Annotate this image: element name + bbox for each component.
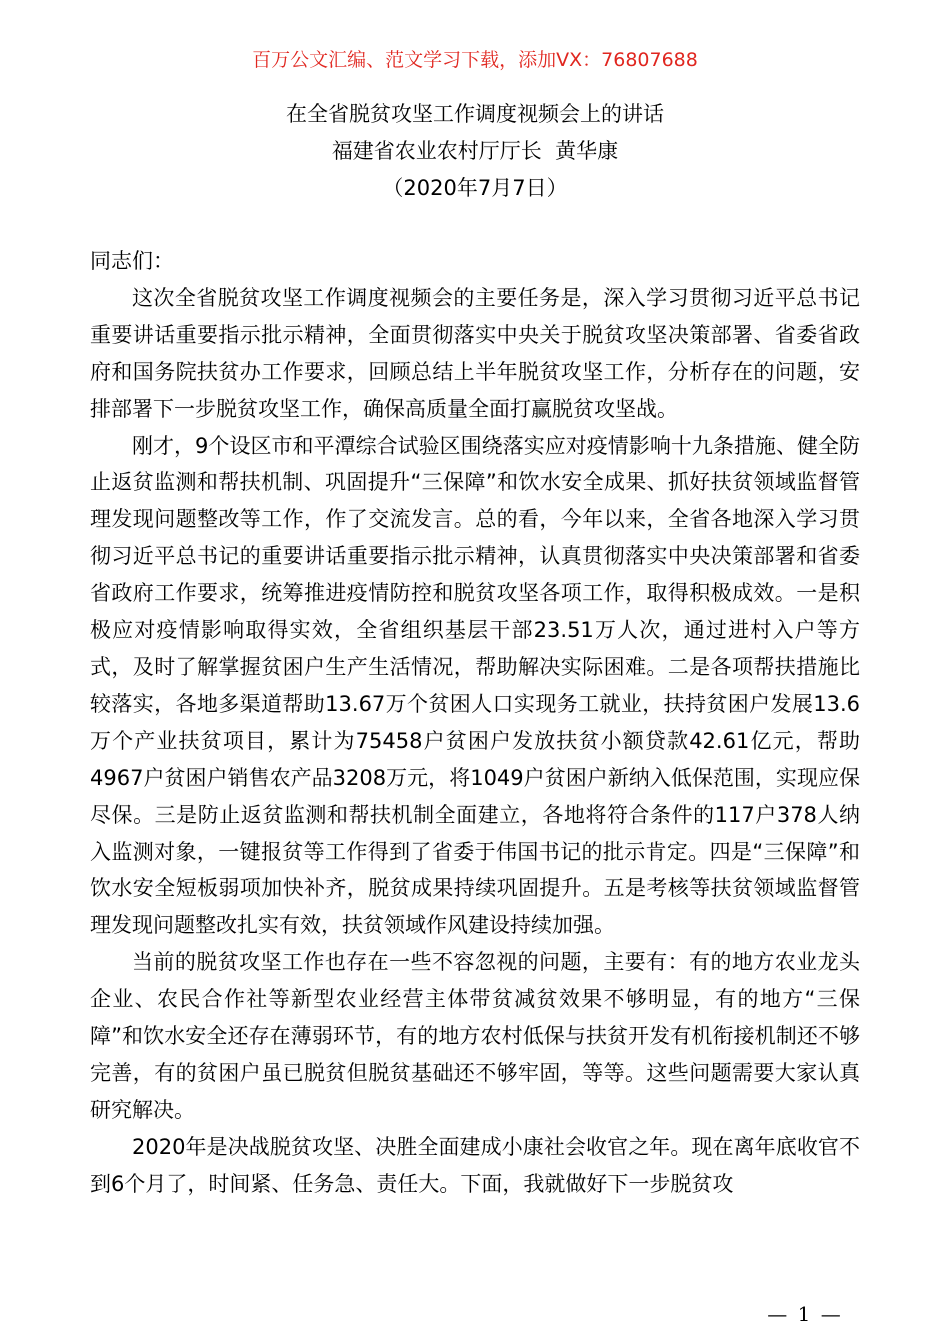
document-author: 福建省农业农村厅厅长 黄华康 [331,139,619,163]
title-block [0,96,950,207]
paragraph-2: 刚才，9个设区市和平潭综合试验区围绕落实应对疫情影响十九条措施、健全防止返贫监测和帮扶机制、巩固提升“三保障”和饮水安全成果、抓好扶贫领域监督管理发现问题整改等工作，作了交流发言。总的看，今年以来，全省各地深入学习贯彻习近平总书记的重要讲话重要指示批示精神，认真贯彻落实中央决策部署和省委省政府工作要求，统筹推进疫情防控和脱贫攻坚各项工作，取得积极成效。一是积极应对疫情影响取得实效，全省组织基层干部23.51万人次，通过进村入户等方式，及时了解掌握贫困户生产生活情况，帮助解决实际困难。二是各项帮扶措施比较落实，各地多渠道帮助13.67万个贫困人口实现务工就业，扶持贫困户发展13.6万个产业扶贫项目，累计为75458户贫困户发放扶贫小额贷款42.61亿元，帮助4967户贫困户销售农产品3208万元，将1049户贫困户新纳入低保范围，实现应保尽保。三是防止返贫监测和帮扶机制全面建立，各地将符合条件的117户378人纳入监测对象，一键报贫等工作得到了省委于伟国书记的批示肯定。四是“三保障”和饮水安全短板弱项加快补齐，脱贫成果持续巩固提升。五是考核等扶贫领域监督管理发现问题整改扎实有效，扶贫领域作风建设持续加强。 [90,433,860,938]
document-date: （2020年7月7日） [382,176,568,200]
header-note: 百万公文汇编、范文学习下载，添加VX：76807688 [252,49,698,71]
document-title: 在全省脱贫攻坚工作调度视频会上的讲话 [286,102,664,126]
page-number: — 1 — [767,1302,843,1326]
paragraph-4: 2020年是决战脱贫攻坚、决胜全面建成小康社会收官之年。现在离年底收官不到6个月了，时间紧、任务急、责任大。下面，我就做好下一步脱贫攻 [90,1134,860,1196]
salutation: 同志们： [90,249,174,273]
paragraph-1: 这次全省脱贫攻坚工作调度视频会的主要任务是，深入学习贯彻习近平总书记重要讲话重要指示批示精神，全面贯彻落实中央关于脱贫攻坚决策部署、省委省政府和国务院扶贫办工作要求，回顾总结上半年脱贫攻坚工作，分析存在的问题，安排部署下一步脱贫攻坚工作，确保高质量全面打赢脱贫攻坚战。 [90,285,860,421]
document-body [90,243,860,1203]
paragraph-3: 当前的脱贫攻坚工作也存在一些不容忽视的问题，主要有：有的地方农业龙头企业、农民合作社等新型农业经营主体带贫减贫效果不够明显，有的地方“三保障”和饮水安全还存在薄弱环节，有的地方农村低保与扶贫开发有机衔接机制还不够完善，有的贫困户虽已脱贫但脱贫基础还不够牢固，等等。这些问题需要大家认真研究解决。 [90,950,860,1122]
